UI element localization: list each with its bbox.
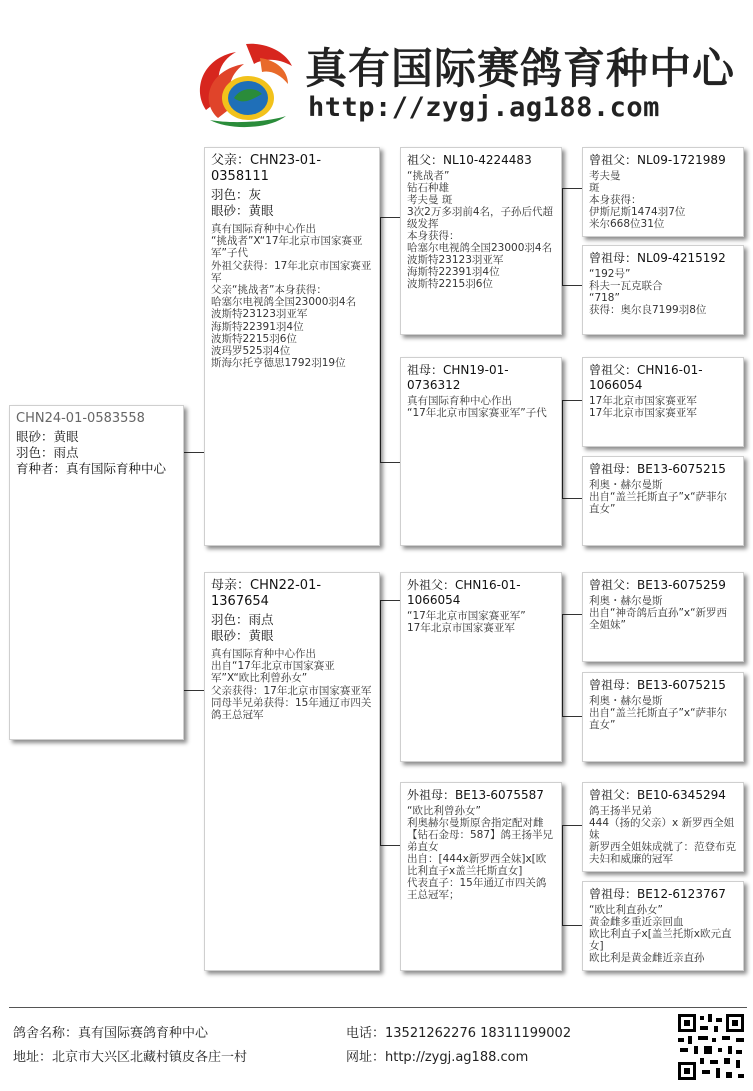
footer-phone: 电话：13521262276 18311199002 [346, 1026, 572, 1041]
grandparent-notes: “欧比利曾孙女” 利奥赫尔曼斯原舍指定配对雌 【钻石金母：587】鸽王扬半兄弟直女 出自：[444x新罗西全妹]x[欧比利直子x盖兰托斯直女] 代表直子：15年通辽市四关鸽王总冠军； [407, 805, 554, 901]
father-color: 羽色：灰 [211, 187, 262, 202]
grandparent-notes: “17年北京市国家赛亚军” 17年北京市国家赛亚军 [407, 610, 526, 634]
mother-card[interactable] [204, 572, 380, 971]
qr-code-icon [676, 1012, 746, 1082]
great-grandparent-title: 曾祖母：NL09-4215192 [589, 251, 726, 265]
mother-color: 羽色：雨点 [211, 612, 274, 627]
grandparent-notes: 真有国际育种中心作出 “17年北京市国家赛亚军”子代 [407, 395, 547, 419]
footer-loft-name: 鸽舍名称：真有国际赛鸽育种中心 [13, 1026, 209, 1041]
great-grandparent-notes: 17年北京市国家赛亚军 17年北京市国家赛亚军 [589, 395, 697, 419]
grandparent-card[interactable] [400, 357, 562, 546]
great-grandparent-notes: “192号” 科夫一瓦克联合 “718” 获得：奥尔良7199羽8位 [589, 268, 707, 316]
grandparent-title: 祖母：CHN19-01-0736312 [407, 363, 509, 392]
great-grandparent-notes: 利奥・赫尔曼斯 出自“盖兰托斯直子”x“萨菲尔直女” [589, 695, 728, 731]
subject-color: 羽色：雨点 [16, 445, 79, 460]
great-grandparent-card[interactable] [582, 672, 744, 762]
great-grandparent-card[interactable] [582, 782, 744, 872]
great-grandparent-title: 曾祖父：BE13-6075259 [589, 578, 726, 592]
subject-card[interactable] [9, 405, 184, 740]
great-grandparent-card[interactable] [582, 456, 744, 546]
phoenix-logo-icon [188, 40, 300, 130]
great-grandparent-title: 曾祖父：CHN16-01-1066054 [589, 363, 703, 392]
grandparent-card[interactable] [400, 147, 562, 335]
great-grandparent-title: 曾祖父：BE10-6345294 [589, 788, 726, 802]
father-title: 父亲：CHN23-01-0358111 [211, 153, 322, 184]
grandparent-card[interactable] [400, 782, 562, 971]
great-grandparent-notes: 利奥・赫尔曼斯 出自“盖兰托斯直子”x“萨菲尔直女” [589, 479, 728, 515]
great-grandparent-notes: 鸽王扬半兄弟 444（扬的父亲）x 新罗西全姐妹 新罗西全姐妹成就了：范登布克夫妇和威廉的冠军 [589, 805, 736, 865]
grandparent-card[interactable] [400, 572, 562, 762]
center-url: http://zygj.ag188.com [308, 92, 660, 123]
great-grandparent-card[interactable] [582, 881, 744, 971]
great-grandparent-title: 曾祖父：NL09-1721989 [589, 153, 726, 167]
father-eye: 眼砂：黄眼 [211, 203, 274, 218]
great-grandparent-title: 曾祖母：BE13-6075215 [589, 678, 726, 692]
logo-emblem [188, 40, 300, 130]
grandparent-notes: “挑战者” 钻石种雄 考夫曼 斑 3次2万多羽前4名，子孙后代超级发挥 本身获得： 哈塞尔电视鸽全国23000羽4名 波斯特23123羽亚军 海斯特22391羽4位 波斯特2215羽6位 [407, 170, 554, 290]
subject-ring: CHN24-01-0583558 [16, 411, 145, 426]
great-grandparent-card[interactable] [582, 147, 744, 237]
great-grandparent-notes: “欧比利直孙女” 黄金雌多重近亲回血 欧比利直子x[盖兰托斯x欧元直女] 欧比利是黄金雌近亲直孙 [589, 904, 732, 964]
center-title: 真有国际赛鸽育种中心 [305, 44, 736, 93]
footer-divider [9, 1007, 747, 1008]
footer-website[interactable]: 网址：http://zygj.ag188.com [346, 1050, 529, 1065]
subject-eye: 眼砂：黄眼 [16, 429, 79, 444]
great-grandparent-title: 曾祖母：BE12-6123767 [589, 887, 726, 901]
great-grandparent-notes: 利奥・赫尔曼斯 出自“神奇鸽后直孙”x“新罗西全姐妹” [589, 595, 728, 631]
mother-notes: 真有国际育种中心作出 出自“17年北京市国家赛亚军”X“欧比利曾孙女” 父亲获得：17年北京市国家赛亚军 同母半兄弟获得：15年通辽市四关鸽王总冠军 [211, 648, 372, 722]
subject-breeder: 育种者：真有国际育种中心 [16, 461, 167, 476]
mother-eye: 眼砂：黄眼 [211, 628, 274, 643]
father-card[interactable] [204, 147, 380, 546]
grandparent-title: 外祖父：CHN16-01-1066054 [407, 578, 521, 607]
grandparent-title: 外祖母：BE13-6075587 [407, 788, 544, 802]
grandparent-title: 祖父：NL10-4224483 [407, 153, 532, 167]
great-grandparent-card[interactable] [582, 245, 744, 335]
footer-address: 地址：北京市大兴区北藏村镇皮各庄一村 [13, 1050, 248, 1065]
great-grandparent-title: 曾祖母：BE13-6075215 [589, 462, 726, 476]
great-grandparent-card[interactable] [582, 572, 744, 662]
great-grandparent-card[interactable] [582, 357, 744, 447]
great-grandparent-notes: 考夫曼 斑 本身获得： 伊斯尼斯1474羽7位 米尔668位31位 [589, 170, 686, 230]
father-notes: 真有国际育种中心作出 “挑战者”X“17年北京市国家赛亚军”子代 外祖父获得：17年北京市国家赛亚军 父亲“挑战者”本身获得： 哈塞尔电视鸽全国23000羽4名 波斯特23123羽亚军 海斯特22391羽4位 波斯特2215羽6位 波玛罗525羽4位 斯海尔托亨德思1792羽19位 [211, 223, 372, 370]
mother-title: 母亲：CHN22-01-1367654 [211, 578, 322, 609]
